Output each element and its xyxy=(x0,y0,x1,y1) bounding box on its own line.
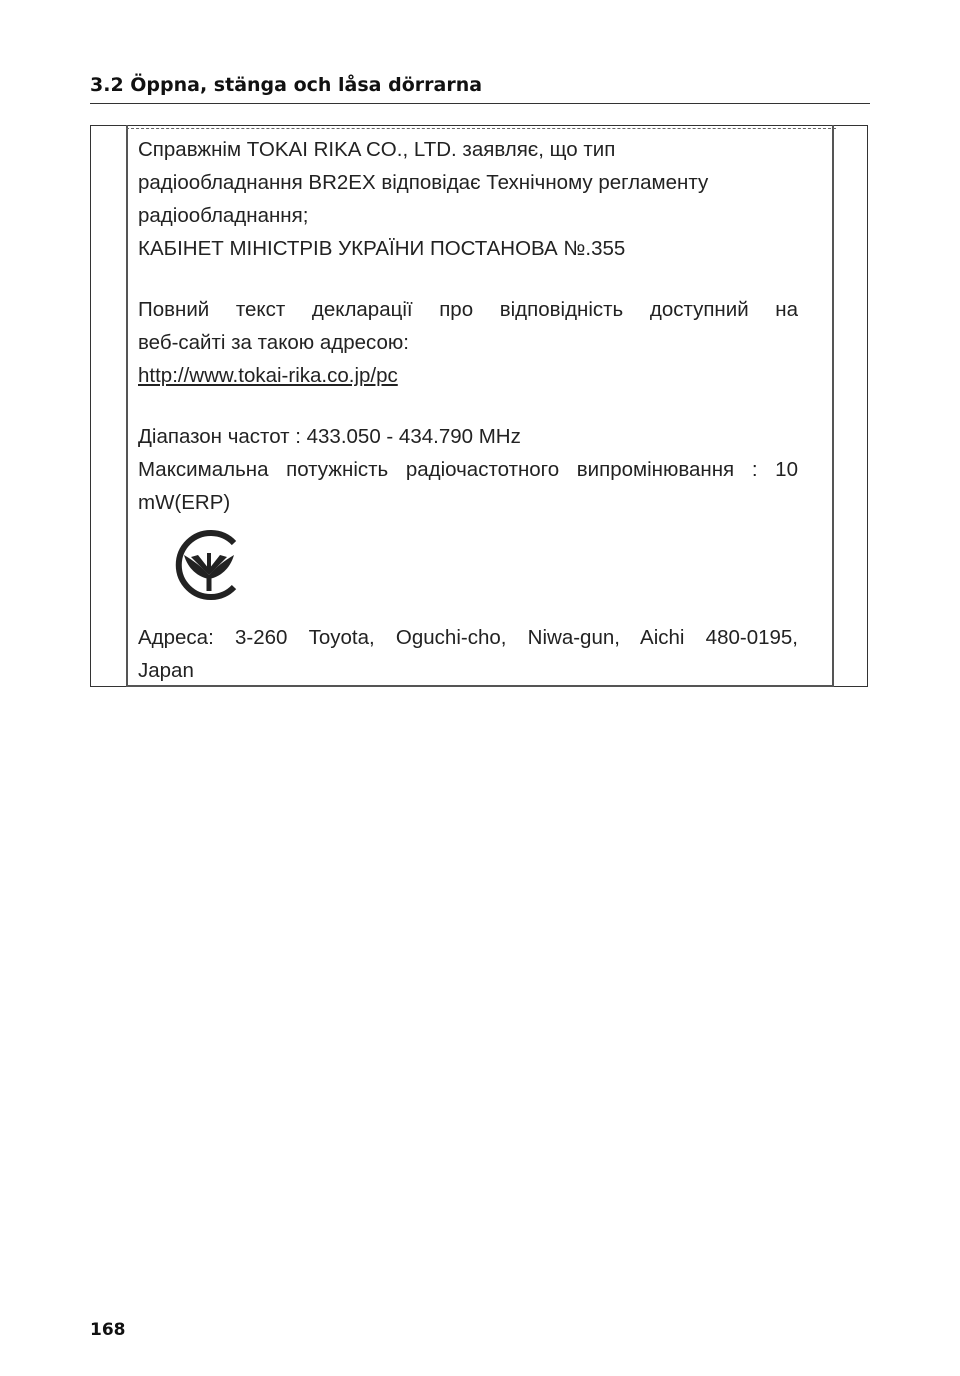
address-line: Адреса: 3-260 Toyota, Oguchi-cho, Niwa-gun, Aichi 480-0195, xyxy=(138,626,798,649)
declaration-text xyxy=(138,133,798,519)
page-number: 168 xyxy=(90,1320,126,1340)
declaration-url-link[interactable]: http://www.tokai-rika.co.jp/pc xyxy=(138,364,398,387)
address-line: Japan xyxy=(138,659,194,682)
frequency-range: Діапазон частот : 433.050 - 434.790 MHz xyxy=(138,425,521,448)
inner-frame-top-dashed-line xyxy=(126,128,836,129)
fulltext-line: веб-сайті за такою адресою: xyxy=(138,331,409,354)
declaration-line: радіообладнання BR2EX відповідає Технічному регламенту xyxy=(138,171,709,194)
address-block xyxy=(138,621,798,687)
declaration-line: радіообладнання; xyxy=(138,204,309,227)
header-divider xyxy=(90,103,870,104)
ukrainian-conformity-mark-icon xyxy=(168,525,248,605)
declaration-line: КАБІНЕТ МІНІСТРІВ УКРАЇНИ ПОСТАНОВА №.355 xyxy=(138,237,626,260)
max-power-line: mW(ERP) xyxy=(138,491,231,514)
max-power-line: Максимальна потужність радіочастотного випромінювання : 10 xyxy=(138,458,798,481)
declaration-line: Справжнім TOKAI RIKA CO., LTD. заявляє, що тип xyxy=(138,138,616,161)
section-title: 3.2 Öppna, stänga och låsa dörrarna xyxy=(90,74,483,96)
fulltext-line: Повний текст декларації про відповідність доступний на xyxy=(138,298,798,321)
